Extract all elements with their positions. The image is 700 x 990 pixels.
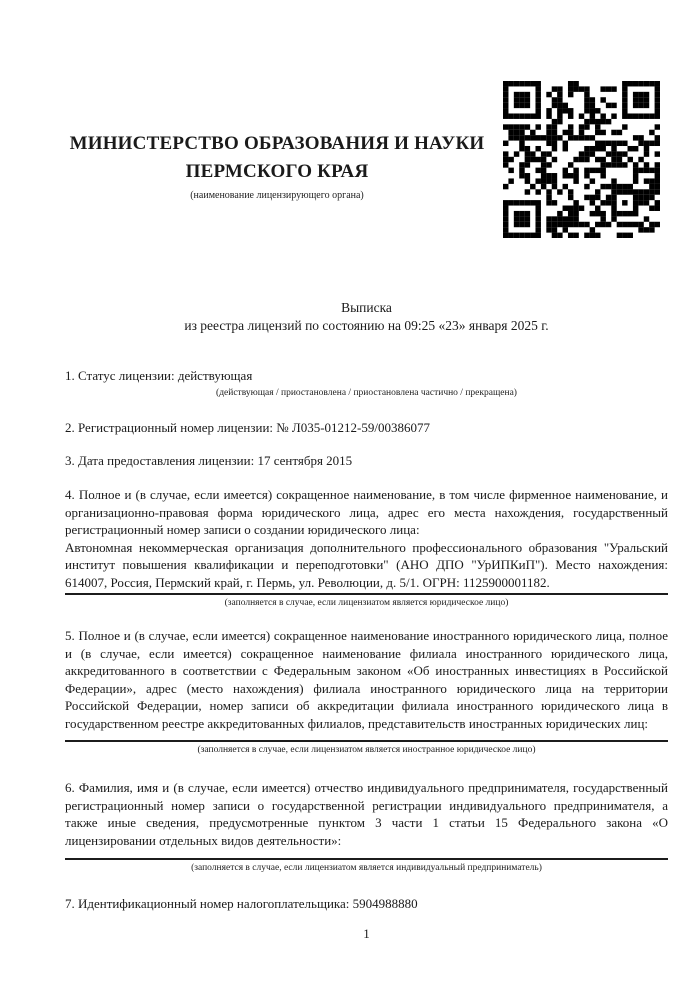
authority-name-line-1: МИНИСТЕРСТВО ОБРАЗОВАНИЯ И НАУКИ xyxy=(69,133,485,154)
item-1-caption: (действующая / приостановлена / приостановлена частично / прекращена) xyxy=(216,387,517,398)
item-5-caption: (заполняется в случае, если лицензиатом является иностранное юридическое лицо) xyxy=(197,745,536,755)
item-7-taxpayer-number xyxy=(65,895,668,913)
item-5-foreign-entity-info xyxy=(65,627,668,756)
item-2-text: 2. Регистрационный номер лицензии: № Л035-01212-59/00386077 xyxy=(65,420,431,435)
item-6-caption: (заполняется в случае, если лицензиатом является индивидуальный предприниматель) xyxy=(191,863,542,873)
item-7-text: 7. Идентификационный номер налогоплательщика: 5904988880 xyxy=(65,896,418,911)
item-3-license-date xyxy=(65,452,668,470)
item-2-registration-number xyxy=(65,419,668,437)
item-6-text: 6. Фамилия, имя и (в случае, если имеется) отчество индивидуального предпринимателя, государственный регистрационный номер записи о государственной регистрации индивидуального предпринимателя, а также иные сведения, предусмотренные пунктом 3 части 1 статьи 15 Федерального закона «О лицензировании отдельных видов деятельности»: xyxy=(65,780,668,848)
document-title-line-1: Выписка xyxy=(341,300,392,315)
page-number: 1 xyxy=(363,926,370,941)
item-4-caption: (заполняется в случае, если лицензиатом является юридическое лицо) xyxy=(224,598,509,608)
item-4-value: Автономная некоммерческая организация дополнительного профессионального образования "Уральский институт повышения квалификации и переподготовки" (АНО ДПО "УрИПКиП"). Место нахождения: 614007, Россия, Пермский край, г. Пермь, ул. Революции, д. 5/1. ОГРН: 1125900001182. xyxy=(65,539,668,590)
qr-code-icon xyxy=(503,81,660,238)
item-5-text: 5. Полное и (в случае, если имеется) сокращенное наименование иностранного юридического лица, полное и (в случае, если имеется) сокращенное наименование филиала иностранного юридического лица, аккредитованного в соответствии с Федеральным законом «Об иностранных инвестициях в Российской Федерации», адрес (место нахождения) филиала иностранного юридического лица на территории Российской Федерации, номер записи об аккредитации филиала иностранного юридического лица в государственном реестре аккредитованных филиалов, представительств иностранных юридических лиц: xyxy=(65,628,668,731)
item-3-text: 3. Дата предоставления лицензии: 17 сентября 2015 xyxy=(65,453,353,468)
item-6-individual-entrepreneur-info xyxy=(65,779,668,874)
licensing-authority-header xyxy=(62,130,492,202)
document-title-line-2: из реестра лицензий по состоянию на 09:25 «23» января 2025 г. xyxy=(184,318,549,333)
item-4-text: 4. Полное и (в случае, если имеется) сокращенное наименование, в том числе фирменное наименование, и организационно-правовая форма юридического лица, адрес его места нахождения, государственный регистрационный номер записи о создании юридического лица: xyxy=(65,487,668,537)
authority-name-line-2: ПЕРМСКОГО КРАЯ xyxy=(185,161,369,182)
document-title xyxy=(65,299,668,335)
item-1-text: 1. Статус лицензии: действующая xyxy=(65,368,253,383)
authority-caption: (наименование лицензирующего органа) xyxy=(190,190,364,201)
item-1-license-status xyxy=(65,367,668,399)
item-4-legal-entity-info xyxy=(65,486,668,609)
